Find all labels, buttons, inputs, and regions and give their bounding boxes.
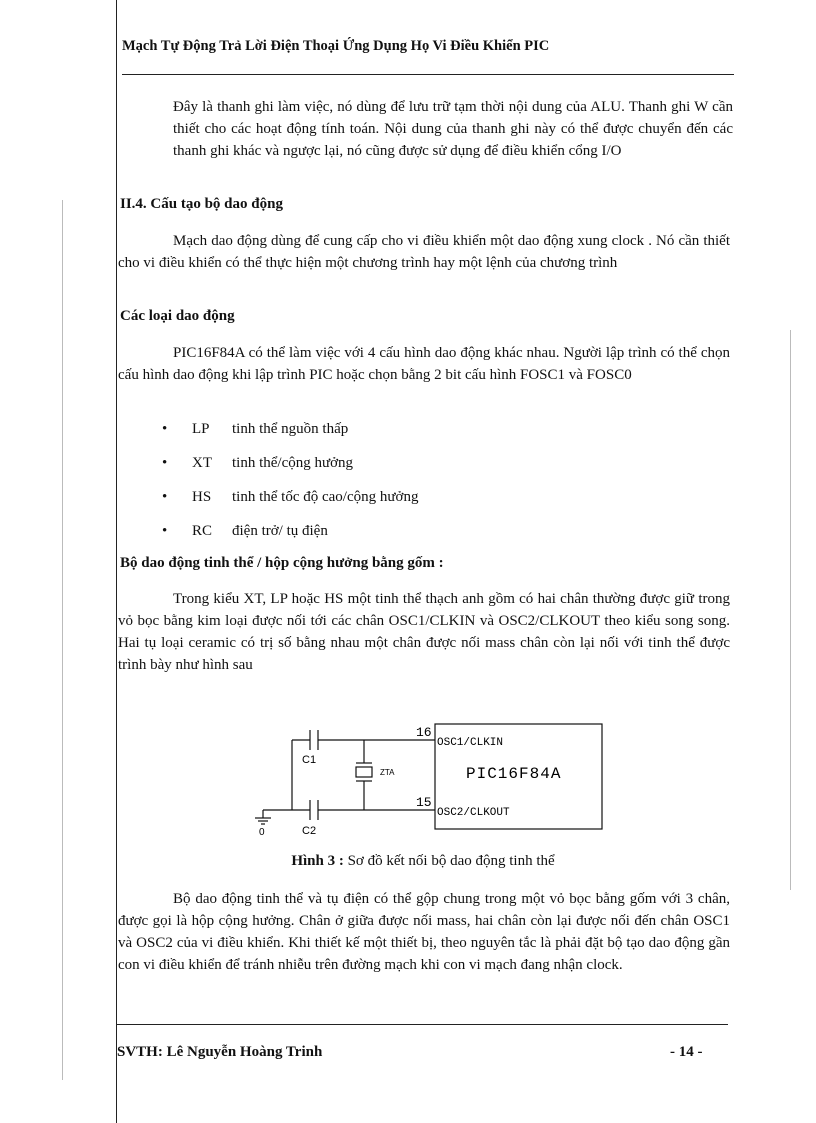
list-item (162, 452, 418, 486)
caption-label: Hình 3 : (291, 853, 344, 869)
osc-desc: điện trở/ tụ điện (232, 523, 328, 539)
closing-paragraph: Bộ dao động tinh thể và tụ điện có thể gộp chung trong một vỏ bọc bằng gốm với 3 chân, được gọi là hộp cộng hưởng. Chân ở giữa được nối mass, hai chân còn lại được nối đến chân OSC1 và OSC2 của vi điều khiển. Khi thiết kế một thiết bị, theo nguyên tắc là phải đặt bộ tạo dao động gần con vi điều khiển để tránh nhiễu trên đường mạch khi con vi mạch đang nhận clock. (118, 891, 730, 973)
osc-desc: tinh thể/cộng hưởng (232, 455, 354, 471)
figure-caption (118, 853, 728, 870)
intro-paragraph: Đây là thanh ghi làm việc, nó dùng để lưu trữ tạm thời nội dung của ALU. Thanh ghi W cần thiết cho các hoạt động tính toán. Nội dung của thanh ghi này có thể được chuyển đến các thanh ghi khác và ngược lại, nó cũng được sử dụng để điều khiển cổng I/O (173, 99, 733, 159)
types-paragraph: PIC16F84A có thể làm việc với 4 cấu hình dao động khác nhau. Người lập trình có thể chọn cấu hình dao động khi lập trình PIC hoặc chọn bằng 2 bit cấu hình FOSC1 và FOSC0 (118, 345, 730, 383)
oscillator-circuit-diagram (240, 715, 610, 840)
chip-label: PIC16F84A (466, 765, 562, 783)
footer-author: SVTH: Lê Nguyễn Hoàng Trinh (117, 1044, 323, 1060)
page-header-title: Mạch Tự Động Trả Lời Điện Thoại Ứng Dụng Họ Vi Điều Khiển PIC (122, 38, 550, 54)
caption-text: Sơ đồ kết nối bộ dao động tinh thể (343, 853, 555, 869)
list-item (162, 486, 418, 520)
header-rule (122, 74, 734, 75)
osc-code: RC (192, 523, 213, 539)
footer-rule (116, 1024, 728, 1025)
osc-desc: tinh thể tốc độ cao/cộng hưởng (232, 489, 419, 505)
osc-code: LP (192, 421, 210, 437)
ground-label: 0 (259, 827, 265, 838)
scan-edge-line-right (790, 330, 791, 890)
crystal-heading: Bộ dao động tinh thể / hộp cộng hưởng bằng gốm : (120, 555, 444, 571)
oscillator-type-list (162, 418, 418, 554)
list-item (162, 520, 418, 554)
crystal-label: ZTA (380, 768, 395, 777)
bullet-icon: • (162, 455, 168, 471)
bullet-icon: • (162, 489, 168, 505)
pin2-number: 15 (416, 795, 432, 810)
list-item (162, 418, 418, 452)
osc-desc: tinh thể nguồn thấp (232, 421, 349, 437)
pin1-number: 16 (416, 725, 432, 740)
types-heading: Các loại dao động (120, 308, 235, 324)
left-margin-line (116, 0, 117, 1123)
section-paragraph: Mạch dao động dùng để cung cấp cho vi điều khiển một dao động xung clock . Nó cần thiết cho vi điều khiển có thể thực hiện một chương trình hay một lệnh của chương trình (118, 233, 730, 271)
section-heading: II.4. Cấu tạo bộ dao động (120, 196, 283, 212)
pin1-label: OSC1/CLKIN (437, 737, 504, 749)
footer-page-number: - 14 - (670, 1044, 703, 1060)
cap1-label: C1 (302, 754, 317, 766)
scan-edge-line (62, 200, 63, 1080)
osc-code: HS (192, 489, 212, 505)
bullet-icon: • (162, 523, 168, 539)
pin2-label: OSC2/CLKOUT (437, 807, 510, 819)
cap2-label: C2 (302, 825, 317, 837)
osc-code: XT (192, 455, 212, 471)
crystal-paragraph: Trong kiểu XT, LP hoặc HS một tinh thể thạch anh gồm có hai chân thường được giữ trong vỏ bọc bằng kim loại được nối tới các chân OSC1/CLKIN và OSC2/CLKOUT theo kiểu song song. Hai tụ loại ceramic có trị số bằng nhau một chân được nối mass chân còn lại nối với tinh thể được trình bày như hình sau (118, 591, 730, 673)
bullet-icon: • (162, 421, 168, 437)
